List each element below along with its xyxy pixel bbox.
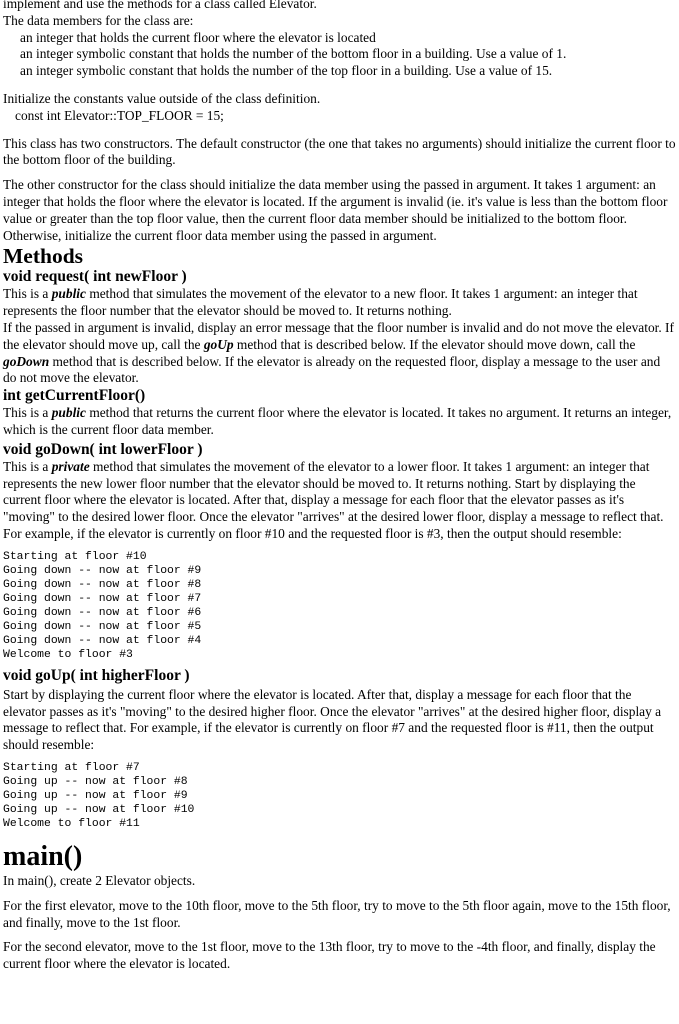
main-first-elevator: For the first elevator, move to the 10th floor, move to the 5th floor, try to move to the 5th floor again, move to the 15th floor, and finally, move to the 1st floor. — [3, 897, 671, 930]
other-constructor-text: The other constructor for the class should initialize the data member using the passed in argument. It takes 1 argument: an integer that holds the floor where the elevator is located. If the argument is invalid (ie. it's value is less than the bottom floor value or greater than the top floor value, then the current floor data member should be initialized to the bottom floor. Otherwise, initialize the current floor data member using the passed in argument. — [3, 177, 668, 243]
data-members-list — [3, 30, 676, 80]
go-up-sample-output: Starting at floor #7 Going up -- now at floor #8 Going up -- now at floor #9 Going up -- now at floor #10 Welcome to floor #11 — [3, 761, 195, 830]
private-keyword: private — [51, 458, 90, 474]
data-member-item: an integer that holds the current floor where the elevator is located — [20, 29, 376, 45]
go-down-signature: void goDown( int lowerFloor ) — [3, 440, 203, 458]
constructors-text: This class has two constructors. The default constructor (the one that takes no arguments) should initialize the current floor to the bottom floor of the building. — [3, 135, 676, 168]
main-second-elevator: For the second elevator, move to the 1st floor, move to the 13th floor, try to move to the -4th floor, and finally, display the current floor where the elevator is located. — [3, 939, 656, 972]
get-current-floor-signature: int getCurrentFloor() — [3, 387, 146, 405]
request-description: This is a public method that simulates the movement of the elevator to a new floor. It takes 1 argument: an integer that represents the floor number that the elevator should be moved to. It returns nothing. — [3, 286, 638, 319]
init-code: const int Elevator::TOP_FLOOR = 15; — [15, 107, 224, 123]
intro-line: implement and use the methods for a class called Elevator. — [3, 0, 317, 11]
go-up-signature: void goUp( int higherFloor ) — [3, 666, 190, 684]
go-down-sample-output: Starting at floor #10 Going down -- now at floor #9 Going down -- now at floor #8 Going down -- now at floor #7 Going down -- now at floor #6 Going down -- now at floor #5 Going down -- now at floor #4 Welcome to floor #3 — [3, 550, 202, 661]
go-down-description: This is a private method that simulates the movement of the elevator to a lower floor. It takes 1 argument: an integer that represents the new lower floor number that the elevator should be moved to. It returns nothing. Start by displaying the current floor where the elevator is located. After that, display a message for each floor that the elevator passes as it's "moving" to the desired lower floor. Once the elevator "arrives" at the desired lower floor, display a message to reflect that. For example, if the elevator is currently on floor #10 and the requested floor is #3, then the output should resemble: — [3, 458, 664, 541]
main-intro: In main(), create 2 Elevator objects. — [3, 872, 196, 888]
init-text: Initialize the constants value outside of the class definition. — [3, 90, 321, 106]
goup-keyword: goUp — [203, 336, 234, 352]
data-members-heading: The data members for the class are: — [3, 12, 194, 28]
go-up-description: Start by displaying the current floor where the elevator is located. After that, display a message for each floor that the elevator passes as it's "moving" to the desired higher floor. Once the elevator "arrives" at the desired higher floor, display a message to reflect that. For example, if the elevator is currently on floor #7 and the requested floor is #11, then the output should resemble: — [3, 686, 662, 753]
methods-heading: Methods — [3, 244, 84, 269]
public-keyword: public — [51, 405, 86, 421]
get-current-floor-description: This is a public method that returns the current floor where the elevator is located. It takes no argument. It returns an integer, which is the current floor data member. — [3, 405, 672, 437]
request-invalid-text: If the passed in argument is invalid, display an error message that the floor number is invalid and do not move the elevator. If the elevator should move up, call the goUp method that is described below. If the elevator should move down, call the goDown method that is described below. If the elevator is already on the requested floor, display a message to the user and do not move the elevator. — [3, 319, 674, 386]
godown-keyword: goDown — [3, 353, 50, 369]
public-keyword: public — [51, 286, 86, 302]
request-signature: void request( int newFloor ) — [3, 268, 187, 286]
main-heading: main() — [3, 840, 83, 872]
data-member-item: an integer symbolic constant that holds the number of the bottom floor in a building. Use a value of 1. — [20, 46, 567, 62]
data-member-item: an integer symbolic constant that holds the number of the top floor in a building. Use a value of 15. — [20, 63, 553, 79]
